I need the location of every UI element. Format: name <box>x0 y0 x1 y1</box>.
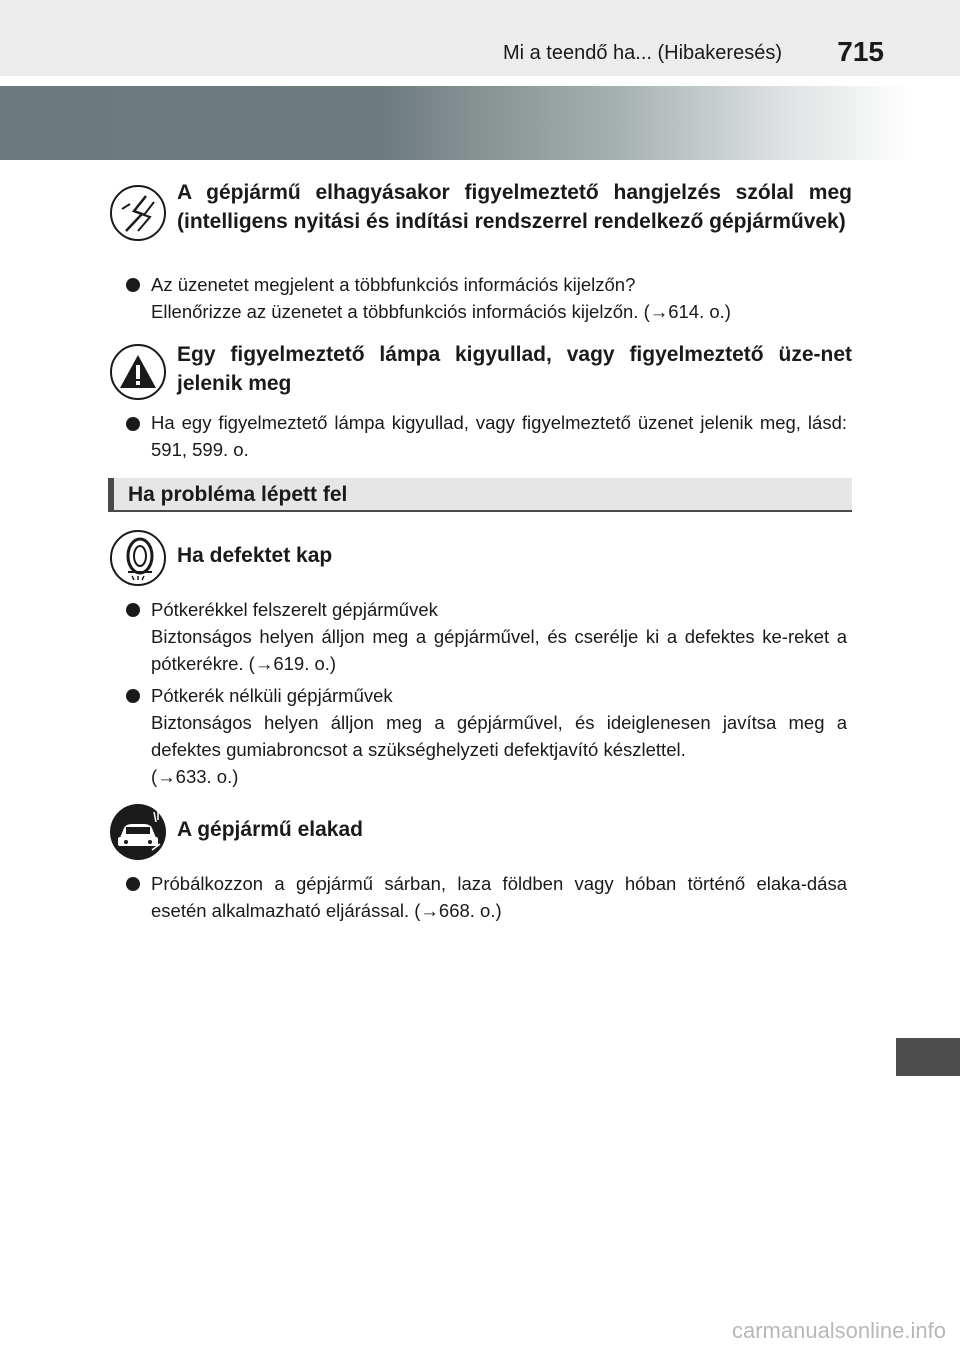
bullet-title: Pótkerék nélküli gépjárművek <box>151 685 393 706</box>
bullet <box>126 603 140 617</box>
bullet-reference: (→633. o.) <box>151 766 239 787</box>
bullet-text <box>151 271 847 325</box>
section-heading-exit-warning: A gépjármű elhagyásakor figyelmeztető hangjelzés szólal meg (intelligens nyitási és indítási rendszerrel rendelkező gépjárművek) <box>177 181 852 233</box>
bullet-line: Ellenőrizze az üzenetet a többfunkciós információs kijelzőn. (→614. o.) <box>151 301 731 322</box>
warning-triangle-icon <box>110 344 166 400</box>
bullet <box>126 877 140 891</box>
watermark: carmanualsonline.info <box>731 1318 946 1343</box>
bullet-title: Pótkerékkel felszerelt gépjárművek <box>151 599 438 620</box>
bullet-text <box>151 682 847 790</box>
bullet-text: Ha egy figyelmeztető lámpa kigyullad, vagy figyelmeztető üzenet jelenik meg, lásd: 591, 599. o. <box>151 412 847 460</box>
flat-tire-icon <box>110 530 166 586</box>
subsection-title-box <box>108 478 852 512</box>
header-title: Mi a teendő ha... (Hibakeresés) <box>502 42 782 64</box>
page-header <box>0 0 960 76</box>
section-heading-warning-lamp: Egy figyelmeztető lámpa kigyullad, vagy figyelmeztető üze-net jelenik meg <box>177 343 852 395</box>
bullet-text <box>151 596 847 677</box>
chapter-tab <box>896 1038 960 1076</box>
bullet <box>126 278 140 292</box>
electric-warning-icon <box>110 185 166 241</box>
problem-heading-flat-tire: Ha defektet kap <box>177 544 333 567</box>
page-number: 715 <box>837 36 884 67</box>
bullet-body: Biztonságos helyen álljon meg a gépjárművel, és ideiglenesen javítsa meg a defektes gumiabroncsot a szükséghelyzeti defektjavító készlettel. <box>151 712 847 760</box>
bullet-body: Biztonságos helyen álljon meg a gépjárművel, és cserélje ki a defektes ke-reket a pótkerékre. (→619. o.) <box>151 626 847 674</box>
stuck-car-icon <box>110 804 166 860</box>
section-banner <box>0 86 960 160</box>
problem-heading-stuck: A gépjármű elakad <box>177 818 363 841</box>
subsection-title: Ha probléma lépett fel <box>128 483 348 506</box>
bullet <box>126 689 140 703</box>
bullet-line: Az üzenetet megjelent a többfunkciós információs kijelzőn? <box>151 274 636 295</box>
bullet-text: Próbálkozzon a gépjármű sárban, laza földben vagy hóban történő elaka-dása esetén alkalmazható eljárással. (→668. o.) <box>151 873 847 921</box>
bullet <box>126 417 140 431</box>
